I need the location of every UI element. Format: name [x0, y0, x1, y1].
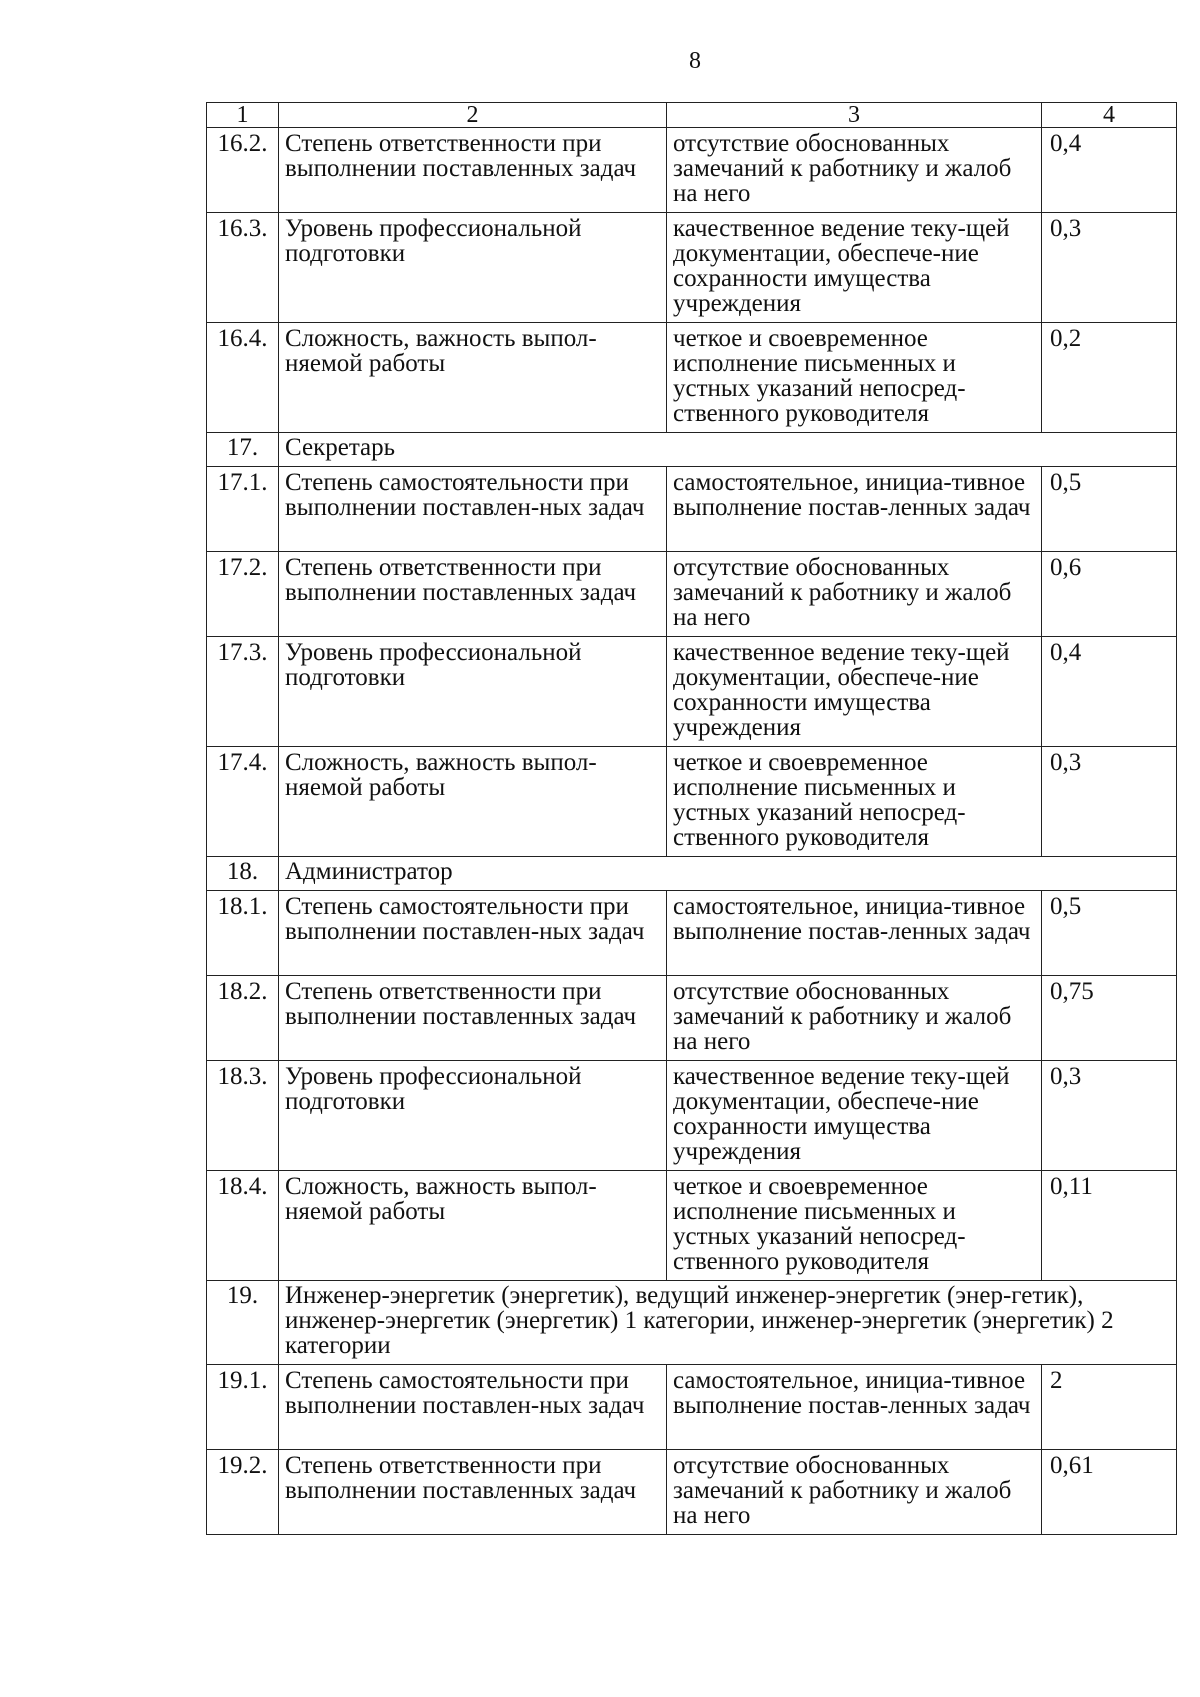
coefficient-cell: 0,2: [1042, 323, 1177, 433]
criterion-cell: Сложность, важность выпол-няемой работы: [279, 1171, 667, 1281]
indicator-cell: качественное ведение теку-щей документации, обеспече-ние сохранности имущества учреждения: [667, 213, 1042, 323]
criterion-cell: Степень ответственности при выполнении поставленных задач: [279, 128, 667, 213]
indicator-cell: самостоятельное, инициа-тивное выполнение постав-ленных задач: [667, 1365, 1042, 1450]
table-row: [207, 1365, 1177, 1450]
indicator-cell: отсутствие обоснованных замечаний к работнику и жалоб на него: [667, 976, 1042, 1061]
row-number: 16.3.: [207, 213, 279, 323]
table-row: [207, 1171, 1177, 1281]
page-number: 8: [689, 48, 701, 74]
table-header-row: [207, 103, 1177, 128]
column-header: 4: [1042, 103, 1177, 128]
coefficient-cell: 0,5: [1042, 891, 1177, 976]
table-row: [207, 637, 1177, 747]
criterion-cell: Сложность, важность выпол-няемой работы: [279, 747, 667, 857]
criterion-cell: Степень ответственности при выполнении поставленных задач: [279, 976, 667, 1061]
criterion-cell: Уровень профессиональной подготовки: [279, 213, 667, 323]
row-number: 17.1.: [207, 467, 279, 552]
row-number: 16.2.: [207, 128, 279, 213]
coefficient-cell: 0,3: [1042, 213, 1177, 323]
row-number: 18.2.: [207, 976, 279, 1061]
section-number: 18.: [207, 857, 279, 891]
indicator-cell: самостоятельное, инициа-тивное выполнение постав-ленных задач: [667, 467, 1042, 552]
coefficient-cell: 0,61: [1042, 1450, 1177, 1535]
indicator-cell: отсутствие обоснованных замечаний к работнику и жалоб на него: [667, 1450, 1042, 1535]
table-row: [207, 323, 1177, 433]
coefficient-cell: 0,6: [1042, 552, 1177, 637]
indicator-cell: качественное ведение теку-щей документации, обеспече-ние сохранности имущества учреждения: [667, 637, 1042, 747]
indicator-cell: четкое и своевременное исполнение письменных и устных указаний непосред-ственного руководителя: [667, 747, 1042, 857]
row-number: 19.1.: [207, 1365, 279, 1450]
criterion-cell: Уровень профессиональной подготовки: [279, 637, 667, 747]
coefficient-cell: 0,3: [1042, 1061, 1177, 1171]
section-row: [207, 857, 1177, 891]
coefficient-cell: 0,4: [1042, 128, 1177, 213]
table-row: [207, 891, 1177, 976]
table-row: [207, 467, 1177, 552]
column-header: 3: [667, 103, 1042, 128]
criterion-cell: Степень самостоятельности при выполнении поставлен-ных задач: [279, 891, 667, 976]
section-number: 19.: [207, 1281, 279, 1365]
table-row: [207, 1450, 1177, 1535]
row-number: 18.3.: [207, 1061, 279, 1171]
section-title: Администратор: [279, 857, 1177, 891]
row-number: 17.3.: [207, 637, 279, 747]
coefficient-cell: 0,3: [1042, 747, 1177, 857]
column-header: 1: [207, 103, 279, 128]
table-row: [207, 128, 1177, 213]
criterion-cell: Сложность, важность выпол-няемой работы: [279, 323, 667, 433]
table-row: [207, 1061, 1177, 1171]
indicator-cell: отсутствие обоснованных замечаний к работнику и жалоб на него: [667, 128, 1042, 213]
criteria-table: [206, 102, 1177, 1535]
coefficient-cell: 0,11: [1042, 1171, 1177, 1281]
criterion-cell: Степень ответственности при выполнении поставленных задач: [279, 552, 667, 637]
coefficient-cell: 0,5: [1042, 467, 1177, 552]
row-number: 18.1.: [207, 891, 279, 976]
coefficient-cell: 0,4: [1042, 637, 1177, 747]
indicator-cell: качественное ведение теку-щей документации, обеспече-ние сохранности имущества учреждения: [667, 1061, 1042, 1171]
coefficient-cell: 0,75: [1042, 976, 1177, 1061]
indicator-cell: четкое и своевременное исполнение письменных и устных указаний непосред-ственного руководителя: [667, 1171, 1042, 1281]
criterion-cell: Степень ответственности при выполнении поставленных задач: [279, 1450, 667, 1535]
row-number: 17.4.: [207, 747, 279, 857]
row-number: 16.4.: [207, 323, 279, 433]
criterion-cell: Степень самостоятельности при выполнении поставлен-ных задач: [279, 467, 667, 552]
indicator-cell: отсутствие обоснованных замечаний к работнику и жалоб на него: [667, 552, 1042, 637]
indicator-cell: самостоятельное, инициа-тивное выполнение постав-ленных задач: [667, 891, 1042, 976]
coefficient-cell: 2: [1042, 1365, 1177, 1450]
table-row: [207, 552, 1177, 637]
table-row: [207, 976, 1177, 1061]
section-title: Секретарь: [279, 433, 1177, 467]
row-number: 17.2.: [207, 552, 279, 637]
column-header: 2: [279, 103, 667, 128]
row-number: 18.4.: [207, 1171, 279, 1281]
table-row: [207, 747, 1177, 857]
table-row: [207, 213, 1177, 323]
criterion-cell: Уровень профессиональной подготовки: [279, 1061, 667, 1171]
section-row: [207, 433, 1177, 467]
section-number: 17.: [207, 433, 279, 467]
criterion-cell: Степень самостоятельности при выполнении поставлен-ных задач: [279, 1365, 667, 1450]
indicator-cell: четкое и своевременное исполнение письменных и устных указаний непосред-ственного руководителя: [667, 323, 1042, 433]
section-row: [207, 1281, 1177, 1365]
row-number: 19.2.: [207, 1450, 279, 1535]
section-title: Инженер-энергетик (энергетик), ведущий инженер-энергетик (энер-гетик), инженер-энергетик (энергетик) 1 категории, инженер-энергетик (энергетик) 2 категории: [279, 1281, 1177, 1365]
